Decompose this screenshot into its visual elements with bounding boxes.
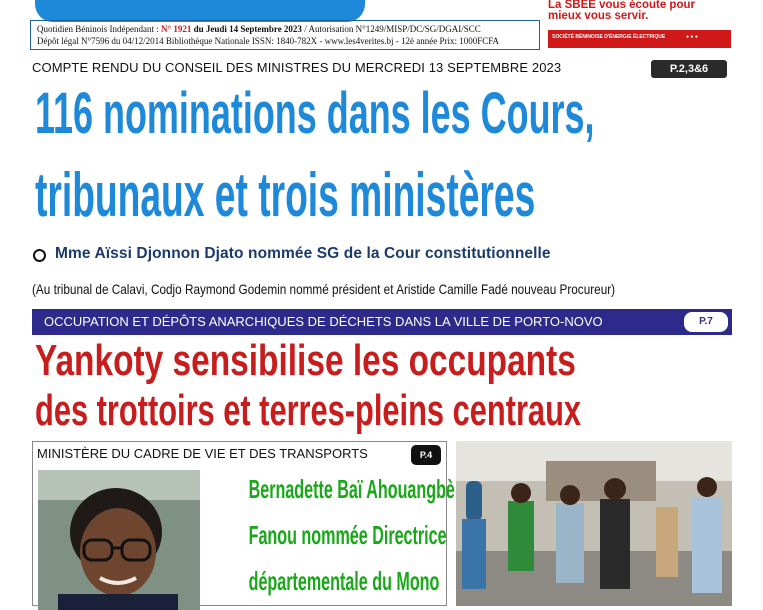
info-suffix: / Autorisation N°1249/MISP/DC/SG/DGAI/SCC [301, 24, 481, 34]
sbee-ad [548, 0, 731, 52]
ad-red-bar [548, 30, 731, 48]
lead-detail: (Au tribunal de Calavi, Codjo Raymond Godemin nommé président et Aristide Camille Fadé nouveau Procureur) [32, 281, 616, 297]
third-story-box [32, 441, 455, 606]
third-headline-line2: Fanou nommée Directrice [248, 520, 447, 550]
lead-headline-line1: 116 nominations dans les Cours, [35, 81, 595, 146]
logo-band [35, 0, 365, 22]
lead-page-ref: P.2,3&6 [651, 60, 727, 78]
second-headline-line2: des trottoirs et terres-pleins centraux [35, 386, 582, 435]
third-page-ref: P.4 [411, 445, 441, 465]
street-photo [456, 441, 732, 606]
social-icons: ● ● ● [686, 34, 698, 40]
lead-subhead: Mme Aïssi Djonnon Djato nommée SG de la Cour constitutionnelle [55, 245, 551, 262]
lead-kicker: COMPTE RENDU DU CONSEIL DES MINISTRES DU MERCREDI 13 SEPTEMBRE 2023 [32, 60, 562, 75]
third-headline-line3: départementale du Mono [248, 566, 440, 596]
ad-slogan-line1: La SBEE vous écoute pour [548, 0, 695, 11]
second-headline-line1: Yankoty sensibilise les occupants [35, 336, 576, 385]
second-page-ref: P.7 [684, 312, 728, 332]
issue-date: du Jeudi 14 Septembre 2023 [191, 24, 302, 34]
bullet-circle-icon [33, 249, 46, 262]
publication-info [30, 20, 540, 50]
third-kicker: MINISTÈRE DU CADRE DE VIE ET DES TRANSPORTS [37, 446, 368, 461]
ad-slogan-line2: mieux vous servir. [548, 10, 649, 22]
ad-slogan [548, 0, 731, 22]
second-kicker-bar [32, 309, 732, 335]
portrait-photo [38, 470, 200, 610]
legal-line: Dépôt légal N°7596 du 04/12/2014 Bibliothèque Nationale ISSN: 1840-782X - www.les4verites.bj - 12è année Prix: 1000FCFA [37, 36, 500, 46]
second-kicker: OCCUPATION ET DÉPÔTS ANARCHIQUES DE DÉCHETS DANS LA VILLE DE PORTO-NOVO [44, 314, 603, 329]
issue-number: N° 1921 [160, 24, 192, 34]
third-headline-line1: Bernadette Baï Ahouangbè [248, 474, 455, 504]
ad-company: SOCIÉTÉ BÉNINOISE D'ÉNERGIE ÉLECTRIQUE [552, 34, 666, 40]
lead-headline-line2: tribunaux et trois ministères [35, 161, 536, 230]
info-prefix: Quotidien Béninois Indépendant : [37, 24, 161, 34]
